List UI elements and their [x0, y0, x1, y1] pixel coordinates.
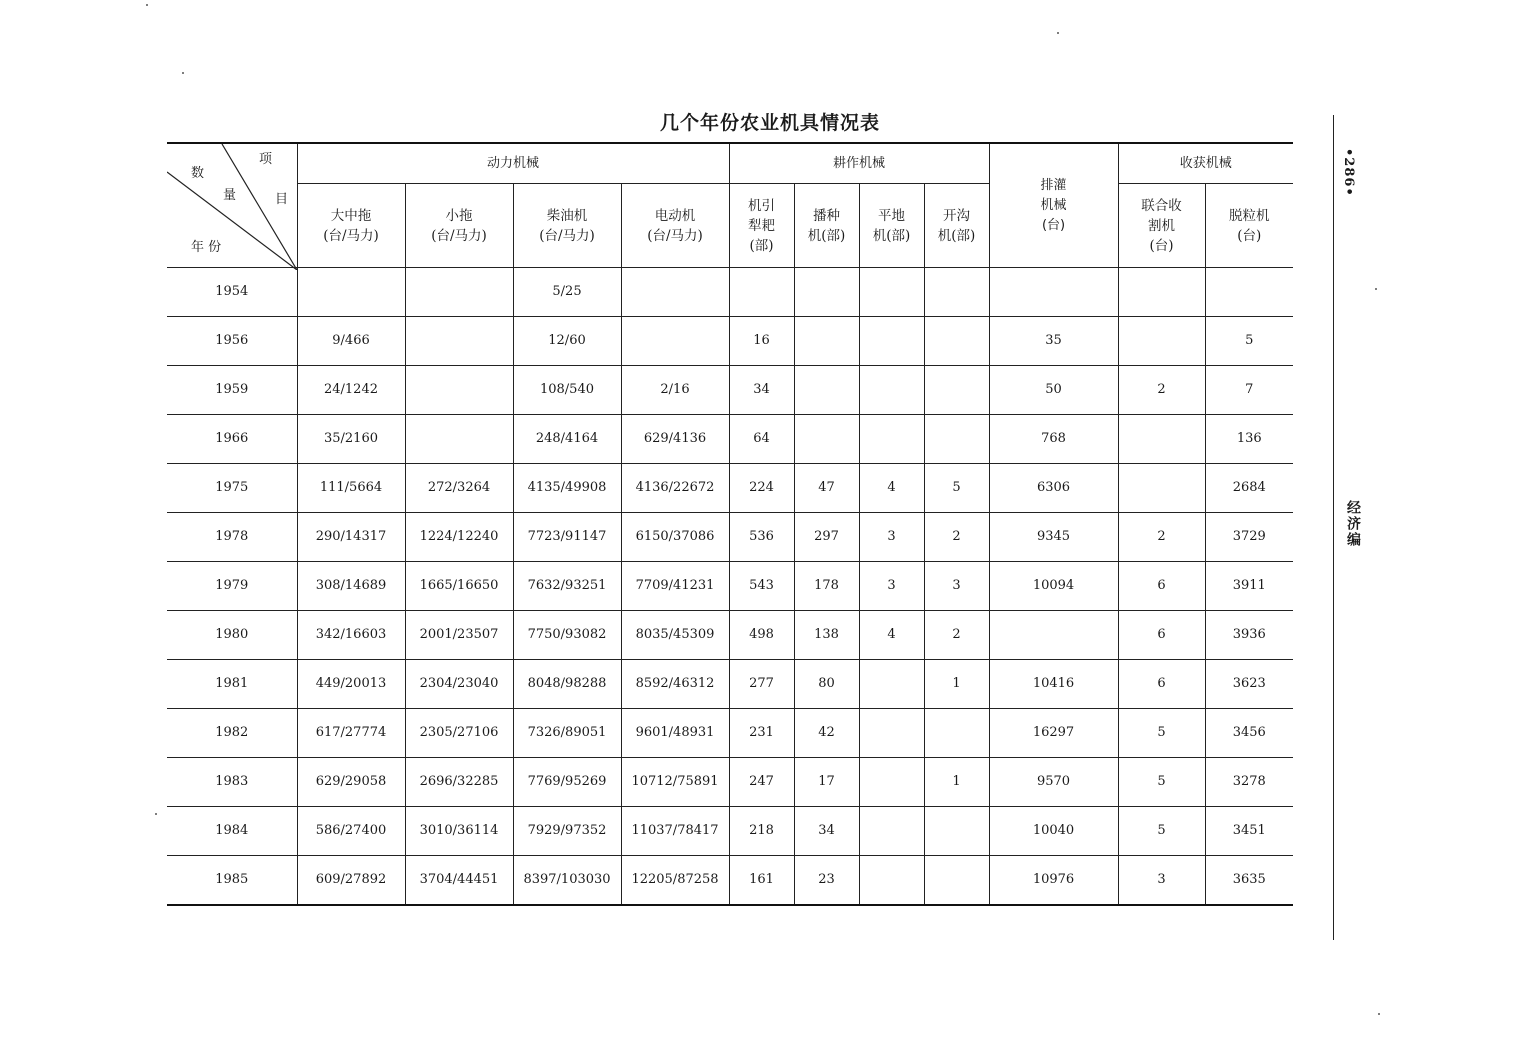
cell-plough: 161	[729, 856, 794, 906]
cell-combine	[1118, 317, 1205, 366]
cell-small-tractor: 1224/12240	[405, 513, 513, 562]
col-leveler: 平地 机(部)	[859, 184, 924, 268]
cell-leveler	[859, 660, 924, 709]
cell-combine: 3	[1118, 856, 1205, 906]
cell-drainage: 10040	[989, 807, 1118, 856]
cell-seeder: 80	[794, 660, 859, 709]
cell-electric	[621, 317, 729, 366]
cell-year: 1975	[167, 464, 297, 513]
cell-combine: 5	[1118, 758, 1205, 807]
scan-speck	[1378, 1013, 1380, 1015]
cell-leveler	[859, 317, 924, 366]
cell-small-tractor: 2001/23507	[405, 611, 513, 660]
group-harvest-machinery: 收获机械	[1118, 143, 1293, 184]
cell-large-tractor: 342/16603	[297, 611, 405, 660]
table-row	[167, 758, 1293, 807]
cell-combine: 5	[1118, 807, 1205, 856]
cell-electric: 12205/87258	[621, 856, 729, 906]
page-number: •286•	[1341, 148, 1356, 197]
cell-ditcher	[924, 415, 989, 464]
cell-thresher: 3911	[1205, 562, 1293, 611]
cell-plough: 536	[729, 513, 794, 562]
cell-thresher: 3456	[1205, 709, 1293, 758]
cell-large-tractor: 111/5664	[297, 464, 405, 513]
cell-plough: 224	[729, 464, 794, 513]
cell-large-tractor: 449/20013	[297, 660, 405, 709]
cell-plough: 218	[729, 807, 794, 856]
cell-small-tractor: 2304/23040	[405, 660, 513, 709]
col-plough: 机引 犁耙 (部)	[729, 184, 794, 268]
cell-electric: 11037/78417	[621, 807, 729, 856]
table-row	[167, 513, 1293, 562]
cell-diesel: 7769/95269	[513, 758, 621, 807]
cell-large-tractor: 24/1242	[297, 366, 405, 415]
cell-ditcher	[924, 268, 989, 317]
corner-item-char-2: 目	[275, 192, 289, 207]
cell-seeder	[794, 317, 859, 366]
cell-leveler	[859, 268, 924, 317]
cell-drainage: 9345	[989, 513, 1118, 562]
corner-header	[167, 143, 297, 268]
cell-ditcher: 1	[924, 660, 989, 709]
machinery-table	[167, 142, 1293, 906]
cell-electric	[621, 268, 729, 317]
cell-electric: 629/4136	[621, 415, 729, 464]
cell-seeder: 42	[794, 709, 859, 758]
cell-large-tractor: 609/27892	[297, 856, 405, 906]
cell-plough: 277	[729, 660, 794, 709]
cell-leveler	[859, 415, 924, 464]
cell-electric: 9601/48931	[621, 709, 729, 758]
cell-leveler: 3	[859, 562, 924, 611]
cell-drainage: 768	[989, 415, 1118, 464]
cell-leveler	[859, 807, 924, 856]
cell-year: 1954	[167, 268, 297, 317]
cell-ditcher	[924, 317, 989, 366]
cell-drainage: 50	[989, 366, 1118, 415]
cell-thresher: 5	[1205, 317, 1293, 366]
cell-leveler: 4	[859, 611, 924, 660]
cell-leveler	[859, 758, 924, 807]
scan-speck	[146, 4, 148, 6]
cell-electric: 4136/22672	[621, 464, 729, 513]
scan-speck	[182, 72, 184, 74]
cell-electric: 6150/37086	[621, 513, 729, 562]
cell-combine: 5	[1118, 709, 1205, 758]
cell-plough: 34	[729, 366, 794, 415]
table-row	[167, 611, 1293, 660]
cell-plough: 16	[729, 317, 794, 366]
cell-seeder: 23	[794, 856, 859, 906]
cell-year: 1983	[167, 758, 297, 807]
cell-diesel: 248/4164	[513, 415, 621, 464]
table-row	[167, 317, 1293, 366]
cell-ditcher	[924, 856, 989, 906]
col-small-tractor: 小拖 (台/马力)	[405, 184, 513, 268]
col-large-tractor: 大中拖 (台/马力)	[297, 184, 405, 268]
cell-large-tractor: 290/14317	[297, 513, 405, 562]
table-row	[167, 709, 1293, 758]
cell-plough: 247	[729, 758, 794, 807]
table-row	[167, 268, 1293, 317]
cell-year: 1984	[167, 807, 297, 856]
scan-speck	[1375, 288, 1377, 290]
cell-seeder: 47	[794, 464, 859, 513]
cell-large-tractor: 629/29058	[297, 758, 405, 807]
cell-seeder: 297	[794, 513, 859, 562]
cell-diesel: 7929/97352	[513, 807, 621, 856]
cell-small-tractor	[405, 268, 513, 317]
cell-combine: 6	[1118, 611, 1205, 660]
cell-ditcher: 5	[924, 464, 989, 513]
cell-seeder	[794, 366, 859, 415]
cell-diesel: 5/25	[513, 268, 621, 317]
cell-plough: 64	[729, 415, 794, 464]
cell-drainage: 16297	[989, 709, 1118, 758]
cell-small-tractor	[405, 317, 513, 366]
cell-seeder	[794, 268, 859, 317]
cell-drainage: 9570	[989, 758, 1118, 807]
cell-small-tractor: 3010/36114	[405, 807, 513, 856]
cell-electric: 8035/45309	[621, 611, 729, 660]
cell-drainage	[989, 268, 1118, 317]
cell-ditcher	[924, 366, 989, 415]
cell-year: 1985	[167, 856, 297, 906]
cell-thresher: 2684	[1205, 464, 1293, 513]
cell-combine	[1118, 268, 1205, 317]
cell-plough: 498	[729, 611, 794, 660]
cell-electric: 2/16	[621, 366, 729, 415]
cell-plough: 543	[729, 562, 794, 611]
table-title: 几个年份农业机具情况表	[659, 112, 880, 134]
table-row	[167, 562, 1293, 611]
cell-ditcher: 2	[924, 513, 989, 562]
cell-large-tractor: 35/2160	[297, 415, 405, 464]
cell-thresher: 136	[1205, 415, 1293, 464]
cell-small-tractor	[405, 366, 513, 415]
col-diesel-engine: 柴油机 (台/马力)	[513, 184, 621, 268]
cell-ditcher: 2	[924, 611, 989, 660]
col-thresher: 脱粒机 (台)	[1205, 184, 1293, 268]
cell-small-tractor: 272/3264	[405, 464, 513, 513]
col-electric-motor: 电动机 (台/马力)	[621, 184, 729, 268]
corner-item-char-1: 项	[259, 152, 273, 167]
cell-small-tractor: 2696/32285	[405, 758, 513, 807]
cell-electric: 8592/46312	[621, 660, 729, 709]
cell-diesel: 8397/103030	[513, 856, 621, 906]
table-row	[167, 660, 1293, 709]
table-row	[167, 415, 1293, 464]
cell-ditcher	[924, 709, 989, 758]
cell-thresher	[1205, 268, 1293, 317]
col-seeder: 播种 机(部)	[794, 184, 859, 268]
cell-seeder	[794, 415, 859, 464]
cell-diesel: 7750/93082	[513, 611, 621, 660]
scan-speck	[1057, 32, 1059, 34]
cell-diesel: 7632/93251	[513, 562, 621, 611]
cell-year: 1982	[167, 709, 297, 758]
cell-drainage: 10416	[989, 660, 1118, 709]
cell-large-tractor: 9/466	[297, 317, 405, 366]
cell-drainage: 6306	[989, 464, 1118, 513]
cell-thresher: 3729	[1205, 513, 1293, 562]
cell-year: 1966	[167, 415, 297, 464]
cell-leveler: 4	[859, 464, 924, 513]
col-ditcher: 开沟 机(部)	[924, 184, 989, 268]
cell-thresher: 3635	[1205, 856, 1293, 906]
cell-thresher: 7	[1205, 366, 1293, 415]
cell-diesel: 108/540	[513, 366, 621, 415]
table-row	[167, 464, 1293, 513]
cell-diesel: 7723/91147	[513, 513, 621, 562]
corner-year-label: 年 份	[191, 240, 222, 255]
group-power-machinery: 动力机械	[297, 143, 729, 184]
cell-leveler	[859, 709, 924, 758]
cell-large-tractor: 617/27774	[297, 709, 405, 758]
cell-seeder: 178	[794, 562, 859, 611]
cell-electric: 10712/75891	[621, 758, 729, 807]
table-row	[167, 366, 1293, 415]
cell-small-tractor: 1665/16650	[405, 562, 513, 611]
cell-combine	[1118, 415, 1205, 464]
cell-drainage: 10094	[989, 562, 1118, 611]
cell-diesel: 8048/98288	[513, 660, 621, 709]
cell-diesel: 12/60	[513, 317, 621, 366]
cell-combine: 6	[1118, 562, 1205, 611]
section-name: 经济编	[1345, 500, 1361, 548]
cell-seeder: 34	[794, 807, 859, 856]
cell-plough	[729, 268, 794, 317]
cell-year: 1979	[167, 562, 297, 611]
scan-speck	[155, 813, 157, 815]
cell-drainage: 35	[989, 317, 1118, 366]
cell-diesel: 7326/89051	[513, 709, 621, 758]
cell-year: 1981	[167, 660, 297, 709]
cell-ditcher: 3	[924, 562, 989, 611]
cell-combine: 6	[1118, 660, 1205, 709]
cell-electric: 7709/41231	[621, 562, 729, 611]
cell-thresher: 3451	[1205, 807, 1293, 856]
cell-thresher: 3623	[1205, 660, 1293, 709]
cell-large-tractor	[297, 268, 405, 317]
cell-diesel: 4135/49908	[513, 464, 621, 513]
cell-thresher: 3936	[1205, 611, 1293, 660]
margin-rule	[1333, 115, 1334, 940]
cell-drainage: 10976	[989, 856, 1118, 906]
cell-combine: 2	[1118, 366, 1205, 415]
corner-quantity-char-1: 数	[191, 166, 205, 181]
cell-year: 1956	[167, 317, 297, 366]
group-drainage-machinery: 排灌 机械 (台)	[989, 143, 1118, 268]
cell-ditcher: 1	[924, 758, 989, 807]
table-body	[167, 268, 1293, 906]
cell-leveler: 3	[859, 513, 924, 562]
cell-large-tractor: 586/27400	[297, 807, 405, 856]
cell-year: 1978	[167, 513, 297, 562]
cell-combine	[1118, 464, 1205, 513]
cell-year: 1980	[167, 611, 297, 660]
cell-plough: 231	[729, 709, 794, 758]
cell-small-tractor: 2305/27106	[405, 709, 513, 758]
table-row	[167, 856, 1293, 906]
corner-quantity-char-2: 量	[223, 188, 237, 203]
cell-large-tractor: 308/14689	[297, 562, 405, 611]
col-combine-harvester: 联合收 割机 (台)	[1118, 184, 1205, 268]
cell-year: 1959	[167, 366, 297, 415]
cell-combine: 2	[1118, 513, 1205, 562]
cell-drainage	[989, 611, 1118, 660]
cell-leveler	[859, 856, 924, 906]
cell-seeder: 138	[794, 611, 859, 660]
table-row	[167, 807, 1293, 856]
cell-small-tractor	[405, 415, 513, 464]
cell-thresher: 3278	[1205, 758, 1293, 807]
cell-ditcher	[924, 807, 989, 856]
group-tillage-machinery: 耕作机械	[729, 143, 989, 184]
cell-seeder: 17	[794, 758, 859, 807]
cell-small-tractor: 3704/44451	[405, 856, 513, 906]
cell-leveler	[859, 366, 924, 415]
